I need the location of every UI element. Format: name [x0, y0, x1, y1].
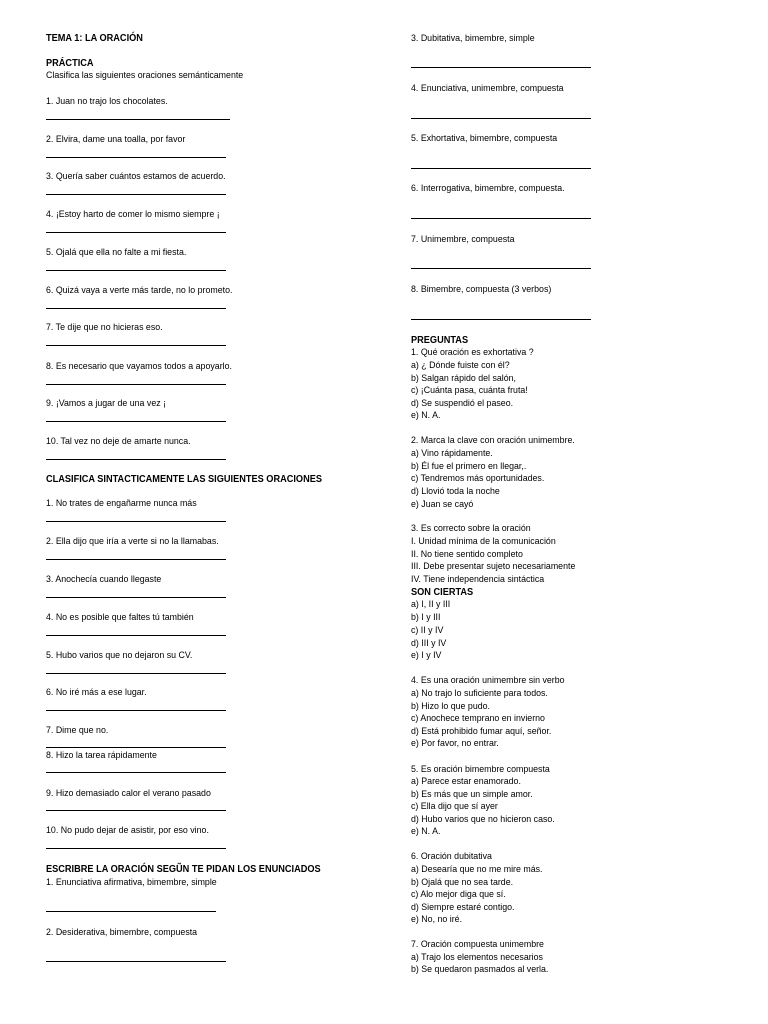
answer-option[interactable]: e) N. A.: [411, 826, 441, 837]
answer-option[interactable]: b) I y III: [411, 612, 441, 623]
answer-line[interactable]: [46, 911, 216, 912]
answer-option[interactable]: b) Él fue el primero en llegar,.: [411, 461, 527, 472]
worksheet-title: TEMA 1: LA ORACIÓN: [46, 33, 143, 44]
question-text: 2. Marca la clave con oración unimembre.: [411, 435, 575, 446]
answer-option[interactable]: b) Ojalá que no sea tarde.: [411, 877, 514, 888]
answer-line[interactable]: [411, 319, 591, 320]
question-text: 7. Oración compuesta unimembre: [411, 939, 544, 950]
answer-option[interactable]: c) Anochece temprano en invierno: [411, 713, 545, 724]
answer-option[interactable]: c) Tendremos más oportunidades.: [411, 473, 545, 484]
answer-option[interactable]: e) No, no iré.: [411, 914, 463, 925]
answer-option[interactable]: d) III y IV: [411, 638, 447, 649]
syntactic-item: 1. No trates de engañarme nunca más: [46, 498, 197, 509]
syntactic-item: 3. Anochecía cuando llegaste: [46, 574, 162, 585]
answer-line[interactable]: [46, 194, 226, 195]
answer-line[interactable]: [46, 961, 226, 962]
question-text: 4. Es una oración unimembre sin verbo: [411, 675, 565, 686]
semantic-item: 1. Juan no trajo los chocolates.: [46, 96, 168, 107]
semantic-item: 8. Es necesario que vayamos todos a apoyarlo.: [46, 361, 232, 372]
syntactic-item: 6. No iré más a ese lugar.: [46, 687, 147, 698]
syntactic-item: 8. Hizo la tarea rápidamente: [46, 750, 157, 761]
answer-line[interactable]: [46, 710, 226, 711]
answer-option[interactable]: d) Está prohibido fumar aquí, señor.: [411, 726, 552, 737]
answer-option[interactable]: a) ¿ Dónde fuiste con él?: [411, 360, 510, 371]
answer-option[interactable]: c) Ella dijo que sí ayer: [411, 801, 498, 812]
question-text: 3. Es correcto sobre la oración: [411, 523, 531, 534]
answer-line[interactable]: [46, 597, 226, 598]
statement: I. Unidad mínima de la comunicación: [411, 536, 556, 547]
statement: III. Debe presentar sujeto necesariamente: [411, 561, 576, 572]
syntactic-item: 7. Dime que no.: [46, 725, 109, 736]
write-item: 8. Bimembre, compuesta (3 verbos): [411, 284, 552, 295]
statement: IV. Tiene independencia sintáctica: [411, 574, 545, 585]
write-item: 6. Interrogativa, bimembre, compuesta.: [411, 183, 565, 194]
practice-heading: PRÁCTICA: [46, 58, 94, 69]
answer-option[interactable]: c) ¡Cuánta pasa, cuánta fruta!: [411, 385, 528, 396]
semantic-item: 10. Tal vez no deje de amarte nunca.: [46, 436, 191, 447]
answer-line[interactable]: [46, 459, 226, 460]
answer-option[interactable]: c) Alo mejor diga que sí.: [411, 889, 506, 900]
question-text: 6. Oración dubitativa: [411, 851, 492, 862]
answer-line[interactable]: [411, 67, 591, 68]
answer-option[interactable]: a) Desearía que no me mire más.: [411, 864, 543, 875]
answer-option[interactable]: d) Siempre estaré contigo.: [411, 902, 515, 913]
answer-line[interactable]: [46, 308, 226, 309]
syntactic-item: 10. No pudo dejar de asistir, por eso vino.: [46, 825, 209, 836]
write-item: 1. Enunciativa afirmativa, bimembre, simple: [46, 877, 217, 888]
question-text: 1. Qué oración es exhortativa ?: [411, 347, 534, 358]
answer-line[interactable]: [46, 521, 226, 522]
syntactic-item: 4. No es posible que faltes tú también: [46, 612, 194, 623]
write-item: 4. Enunciativa, unimembre, compuesta: [411, 83, 564, 94]
write-item: 3. Dubitativa, bimembre, simple: [411, 33, 535, 44]
semantic-item: 6. Quizá vaya a verte más tarde, no lo prometo.: [46, 285, 233, 296]
answer-line[interactable]: [46, 810, 226, 811]
write-heading: ESCRIBRE LA ORACIÓN SEGŨN TE PIDAN LOS ENUNCIADOS: [46, 864, 321, 875]
answer-line[interactable]: [411, 118, 591, 119]
answer-option[interactable]: a) No trajo lo suficiente para todos.: [411, 688, 548, 699]
practice-instruction: Clasifica las siguientes oraciones semánticamente: [46, 70, 244, 81]
answer-option[interactable]: e) I y IV: [411, 650, 442, 661]
answer-line[interactable]: [411, 268, 591, 269]
answer-option[interactable]: e) Por favor, no entrar.: [411, 738, 499, 749]
syntactic-item: 2. Ella dijo que iría a verte si no la llamabas.: [46, 536, 219, 547]
answer-line[interactable]: [46, 270, 226, 271]
answer-option[interactable]: b) Es más que un simple amor.: [411, 789, 533, 800]
answer-line[interactable]: [411, 218, 591, 219]
answer-line[interactable]: [46, 232, 226, 233]
answer-line[interactable]: [46, 421, 226, 422]
answer-option[interactable]: e) N. A.: [411, 410, 441, 421]
question-text: 5. Es oración bimembre compuesta: [411, 764, 550, 775]
answer-line[interactable]: [411, 168, 591, 169]
answer-option[interactable]: d) Llovió toda la noche: [411, 486, 500, 497]
answer-line[interactable]: [46, 673, 226, 674]
semantic-item: 2. Elvira, dame una toalla, por favor: [46, 134, 186, 145]
write-item: 2. Desiderativa, bimembre, compuesta: [46, 927, 198, 938]
semantic-item: 7. Te dije que no hicieras eso.: [46, 322, 163, 333]
son-ciertas-heading: SON CIERTAS: [411, 587, 474, 598]
answer-line[interactable]: [46, 119, 230, 120]
questions-heading: PREGUNTAS: [411, 335, 469, 346]
semantic-item: 9. ¡Vamos a jugar de una vez ¡: [46, 398, 167, 409]
syntactic-heading: CLASIFICA SINTACTICAMENTE LAS SIGUIENTES ORACIONES: [46, 474, 323, 485]
answer-option[interactable]: a) Trajo los elementos necesarios: [411, 952, 543, 963]
answer-option[interactable]: b) Salgan rápido del salón,: [411, 373, 517, 384]
answer-option[interactable]: a) I, II y III: [411, 599, 451, 610]
semantic-item: 3. Quería saber cuántos estamos de acuerdo.: [46, 171, 226, 182]
syntactic-item: 9. Hizo demasiado calor el verano pasado: [46, 788, 211, 799]
answer-option[interactable]: b) Se quedaron pasmados al verla.: [411, 964, 549, 975]
answer-line[interactable]: [46, 772, 226, 773]
semantic-item: 4. ¡Estoy harto de comer lo mismo siempre ¡: [46, 209, 220, 220]
answer-line[interactable]: [46, 747, 226, 748]
answer-option[interactable]: d) Hubo varios que no hicieron caso.: [411, 814, 555, 825]
answer-option[interactable]: b) Hizo lo que pudo.: [411, 701, 491, 712]
syntactic-item: 5. Hubo varios que no dejaron su CV.: [46, 650, 193, 661]
semantic-item: 5. Ojalá que ella no falte a mi fiesta.: [46, 247, 187, 258]
answer-line[interactable]: [46, 848, 226, 849]
answer-line[interactable]: [46, 384, 226, 385]
answer-option[interactable]: d) Se suspendió el paseo.: [411, 398, 514, 409]
write-item: 7. Unimembre, compuesta: [411, 234, 515, 245]
answer-option[interactable]: a) Vino rápidamente.: [411, 448, 493, 459]
answer-option[interactable]: e) Juan se cayó: [411, 499, 474, 510]
answer-line[interactable]: [46, 635, 226, 636]
answer-option[interactable]: a) Parece estar enamorado.: [411, 776, 521, 787]
answer-option[interactable]: c) II y IV: [411, 625, 444, 636]
answer-line[interactable]: [46, 345, 226, 346]
answer-line[interactable]: [46, 157, 226, 158]
write-item: 5. Exhortativa, bimembre, compuesta: [411, 133, 558, 144]
statement: II. No tiene sentido completo: [411, 549, 523, 560]
answer-line[interactable]: [46, 559, 226, 560]
